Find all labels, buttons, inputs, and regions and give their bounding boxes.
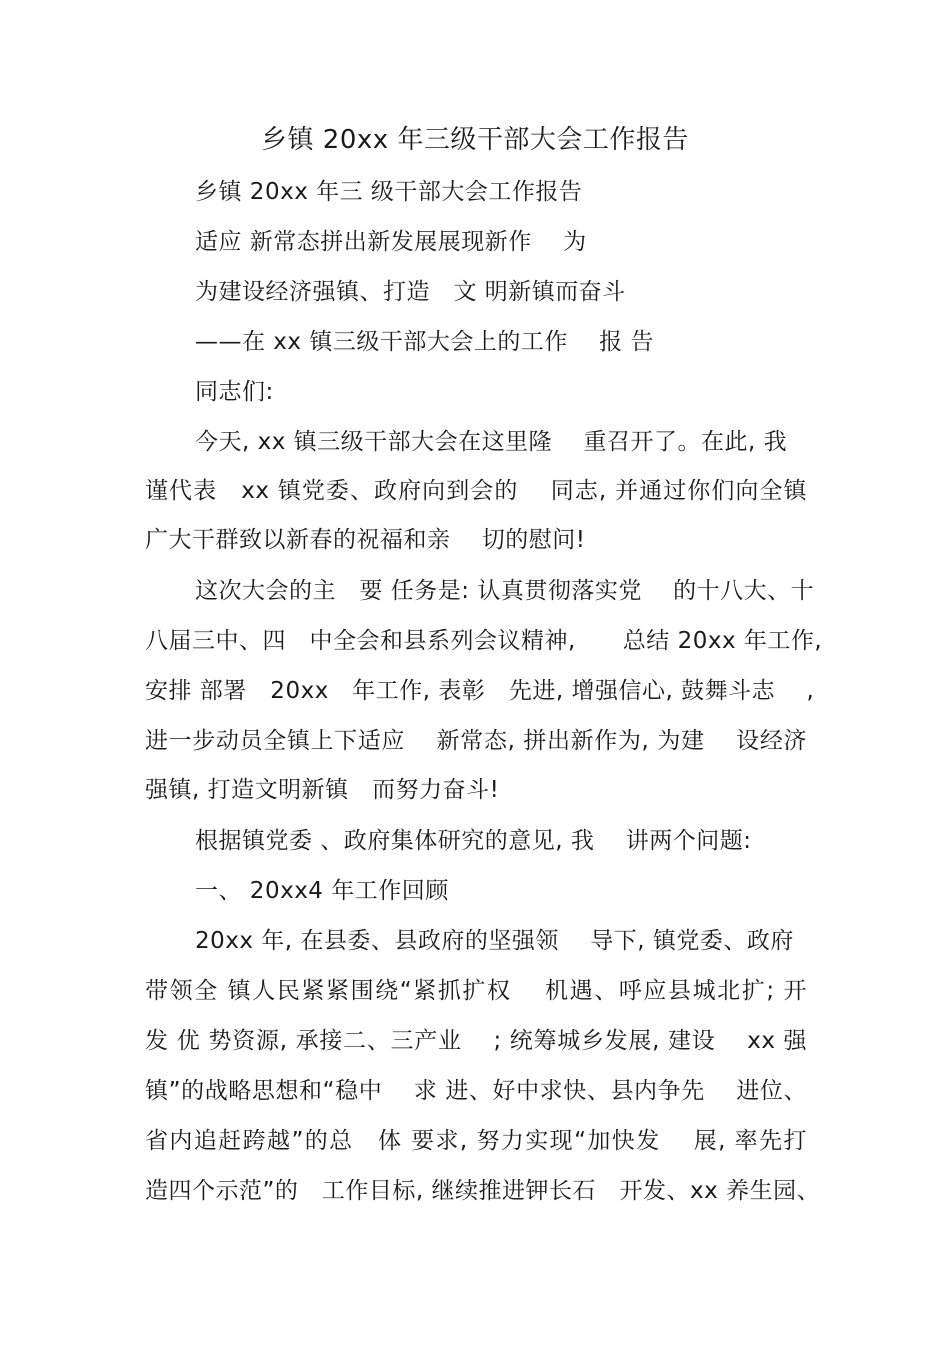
paragraph-line: 八届三中、四 中全会和县系列会议精神, 总结 20xx 年工作, bbox=[145, 628, 823, 654]
paragraph-line: 安排 部署 20xx 年工作, 表彰 先进, 增强信心, 鼓舞斗志 , bbox=[145, 678, 815, 704]
paragraph-line: 镇”的战略思想和“稳中 求 进、好中求快、县内争先 进位、 bbox=[145, 1078, 807, 1104]
paragraph-line: 带领全 镇人民紧紧围绕“紧抓扩权 机遇、呼应县城北扩; 开 bbox=[145, 978, 807, 1004]
paragraph-line: 今天, xx 镇三级干部大会在这里隆 重召开了。在此, 我 bbox=[195, 429, 788, 455]
paragraph-line: 谨代表 xx 镇党委、政府向到会的 同志, 并通过你们向全镇 bbox=[145, 478, 807, 504]
paragraph-line: 广大干群致以新春的祝福和亲 切的慰问! bbox=[145, 527, 586, 553]
subtitle-line: 乡镇 20xx 年三 级干部大会工作报告 bbox=[195, 179, 583, 205]
salutation: 同志们: bbox=[195, 379, 274, 405]
theme-line-2: 为建设经济强镇、打造 文 明新镇而奋斗 bbox=[195, 279, 626, 305]
paragraph-line: 这次大会的主 要 任务是: 认真贯彻落实党 的十八大、十 bbox=[195, 578, 815, 604]
paragraph-line: 强镇, 打造文明新镇 而努力奋斗! bbox=[145, 777, 500, 803]
theme-line-1: 适应 新常态拼出新发展展现新作 为 bbox=[195, 229, 587, 255]
paragraph-line: 造四个示范”的 工作目标, 继续推进钾长石 开发、xx 养生园、 bbox=[145, 1178, 821, 1204]
paragraph-line: 进一步动员全镇上下适应 新常态, 拼出新作为, 为建 设经济 bbox=[145, 728, 807, 754]
paragraph-line: 省内追赶跨越”的总 体 要求, 努力实现“加快发 展, 率先打 bbox=[145, 1128, 807, 1154]
paragraph-line: 20xx 年, 在县委、县政府的坚强领 导下, 镇党委、政府 bbox=[195, 928, 794, 954]
byline: ——在 xx 镇三级干部大会上的工作 报 告 bbox=[195, 329, 654, 355]
section-heading: 一、 20xx4 年工作回顾 bbox=[195, 878, 449, 904]
document-title: 乡镇 20xx 年三级干部大会工作报告 bbox=[261, 125, 689, 155]
paragraph-line: 根据镇党委 、政府集体研究的意见, 我 讲两个问题: bbox=[195, 828, 752, 854]
paragraph-line: 发 优 势资源, 承接二、三产业 ; 统筹城乡发展, 建设 xx 强 bbox=[145, 1028, 807, 1054]
